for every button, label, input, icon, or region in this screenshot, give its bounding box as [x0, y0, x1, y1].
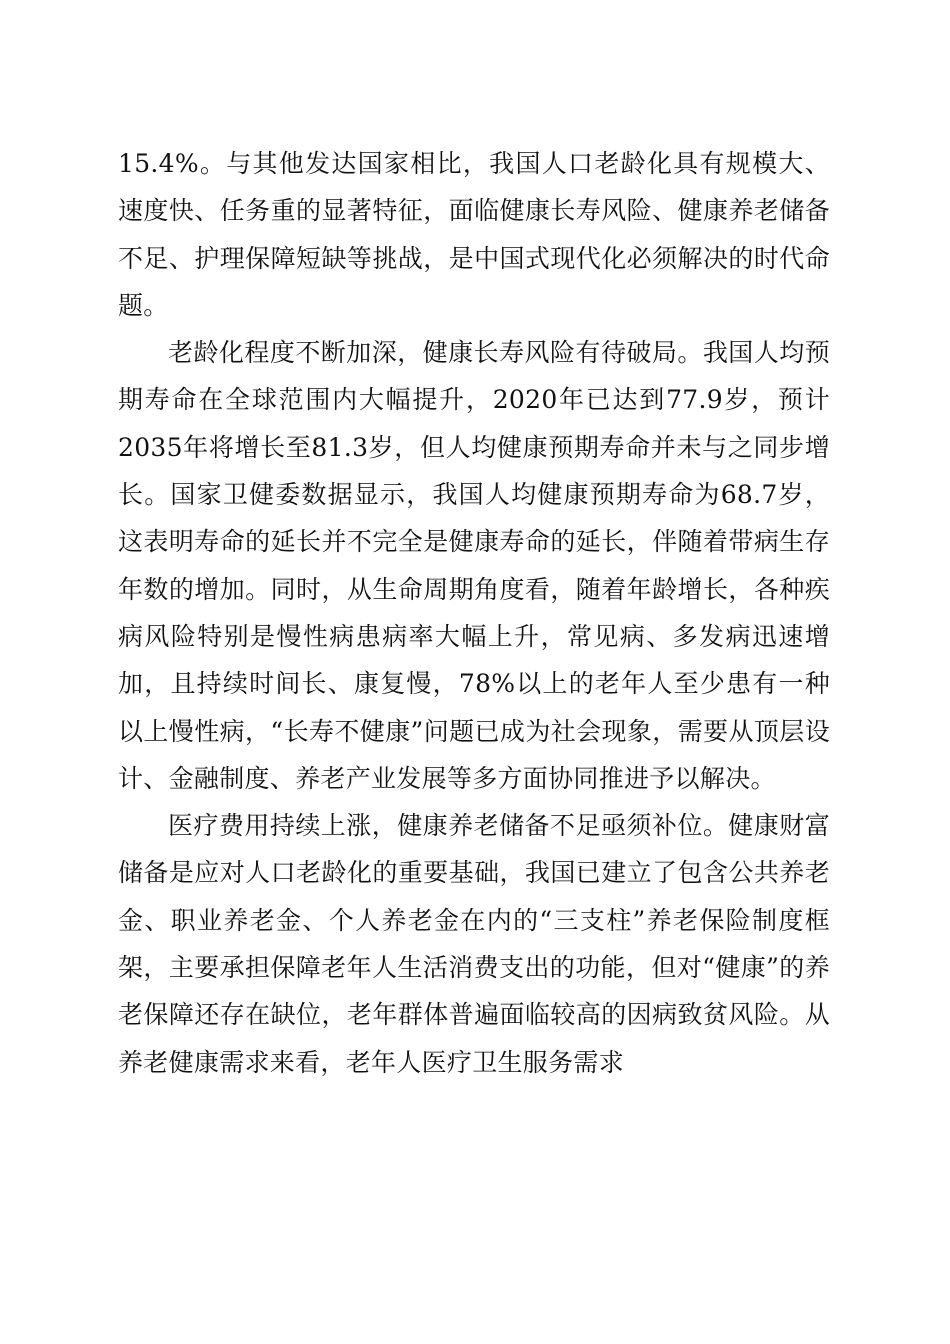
paragraph-1: 15.4%。与其他发达国家相比，我国人口老龄化具有规模大、速度快、任务重的显著特征，面临健康长寿风险、健康养老储备不足、护理保障短缺等挑战，是中国式现代化必须解决的时代命题。: [118, 149, 830, 320]
body-text: [118, 140, 830, 1086]
paragraph-2: 老龄化程度不断加深，健康长寿风险有待破局。我国人均预期寿命在全球范围内大幅提升，2020年已达到77.9岁，预计2035年将增长至81.3岁，但人均健康预期寿命并未与之同步增长。国家卫健委数据显示，我国人均健康预期寿命为68.7岁，这表明寿命的延长并不完全是健康寿命的延长，伴随着带病生存年数的增加。同时，从生命周期角度看，随着年龄增长，各种疾病风险特别是慢性病患病率大幅上升，常见病、多发病迅速增加，且持续时间长、康复慢，78%以上的老年人至少患有一种以上慢性病，“长寿不健康”问题已成为社会现象，需要从顶层设计、金融制度、养老产业发展等多方面协同推进予以解决。: [118, 338, 830, 793]
paragraph-3: 医疗费用持续上涨，健康养老储备不足亟须补位。健康财富储备是应对人口老龄化的重要基础，我国已建立了包含公共养老金、职业养老金、个人养老金在内的“三支柱”养老保险制度框架，主要承担保障老年人生活消费支出的功能，但对“健康”的养老保障还存在缺位，老年群体普遍面临较高的因病致贫风险。从养老健康需求来看，老年人医疗卫生服务需求: [118, 811, 830, 1077]
